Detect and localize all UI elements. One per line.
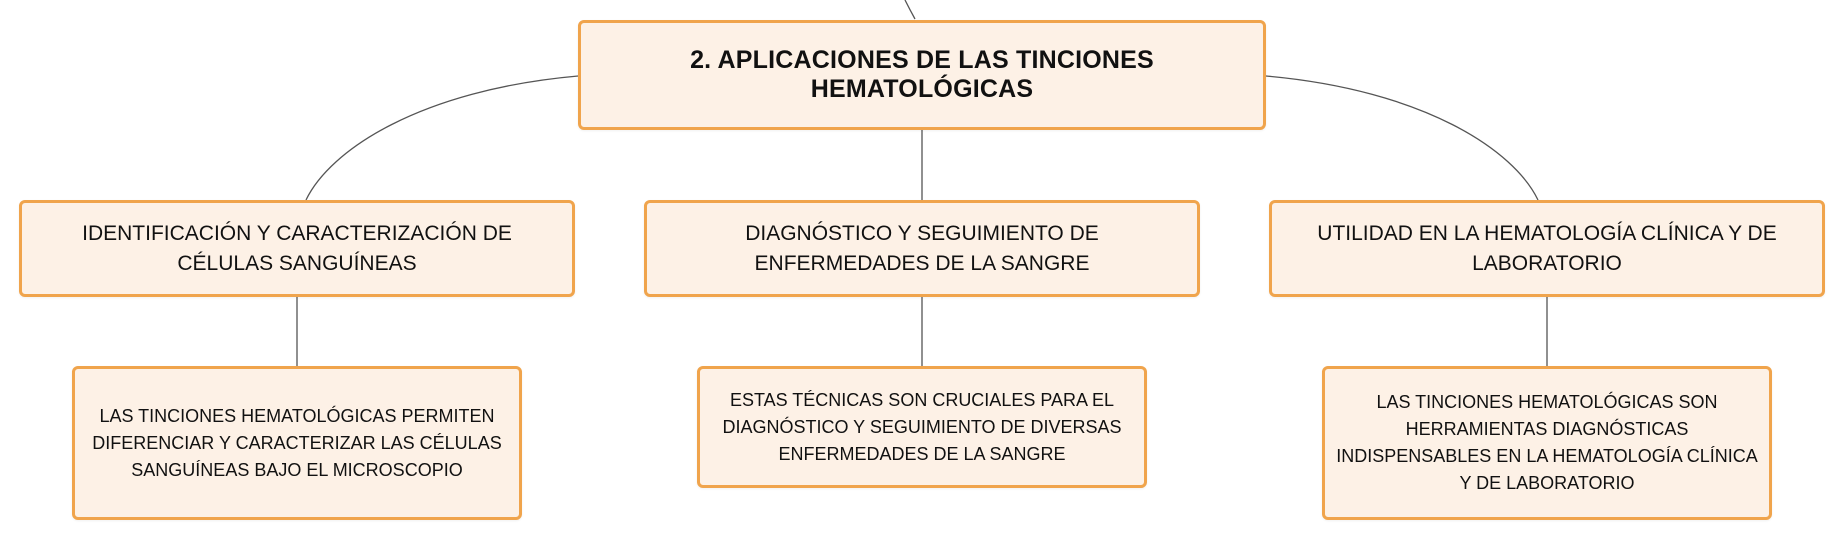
connector-root-to-branch-1 [306,76,578,200]
branch-title: DIAGNÓSTICO Y SEGUIMIENTO DE ENFERMEDADES DE LA SANGRE [745,221,1099,275]
detail-node-diagnosis[interactable] [697,366,1147,488]
branch-title: UTILIDAD EN LA HEMATOLOGÍA CLÍNICA Y DE LABORATORIO [1317,221,1777,275]
branch-node-clinical-utility[interactable] [1269,200,1825,297]
detail-node-identification[interactable] [72,366,522,520]
detail-node-clinical-utility[interactable] [1322,366,1772,520]
detail-text: LAS TINCIONES HEMATOLÓGICAS PERMITEN DIFERENCIAR Y CARACTERIZAR LAS CÉLULAS SANGUÍNEAS BAJO EL MICROSCOPIO [92,405,502,480]
detail-text: LAS TINCIONES HEMATOLÓGICAS SON HERRAMIENTAS DIAGNÓSTICAS INDISPENSABLES EN LA HEMATOLOGÍA CLÍNICA Y DE LABORATORIO [1336,392,1758,493]
connector-from-parent [905,0,915,19]
detail-text: ESTAS TÉCNICAS SON CRUCIALES PARA EL DIAGNÓSTICO Y SEGUIMIENTO DE DIVERSAS ENFERMEDADES DE LA SANGRE [722,389,1122,464]
root-topic-node[interactable] [578,20,1266,130]
branch-title: IDENTIFICACIÓN Y CARACTERIZACIÓN DE CÉLULAS SANGUÍNEAS [82,221,512,275]
root-topic-label: 2. APLICACIONES DE LAS TINCIONES HEMATOLÓGICAS [690,46,1154,103]
branch-node-identification[interactable] [19,200,575,297]
connector-root-to-branch-3 [1266,76,1538,200]
branch-node-diagnosis[interactable] [644,200,1200,297]
